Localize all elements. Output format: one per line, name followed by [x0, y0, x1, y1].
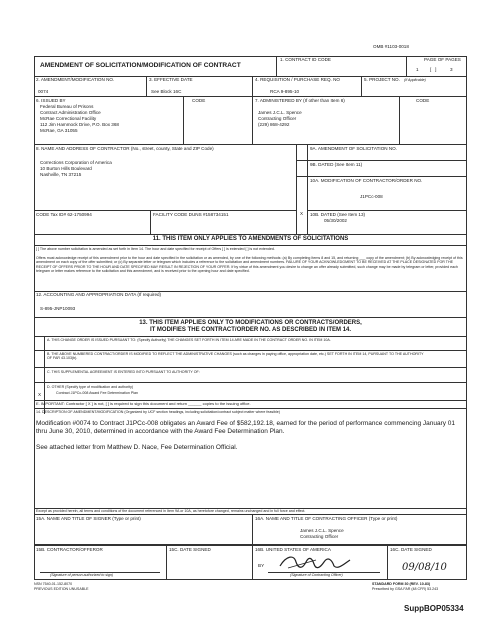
contracting-officer-title: Contracting Officer — [300, 534, 339, 539]
amendment-number: 0074 — [38, 89, 49, 94]
omb-number: OMB #1103-0018 — [373, 44, 409, 49]
requisition-number: RCA 9-895-10 — [270, 89, 300, 94]
box8-label: 8. NAME AND ADDRESS OF CONTRACTOR (No., street, county, State and ZIP Code) — [36, 146, 214, 151]
issuer-line: McRae, GA 31055 — [40, 128, 78, 133]
contracting-officer-name: James J.C.L. Spence — [300, 528, 344, 533]
issuer-line: Federal Bureau of Prisons — [40, 104, 94, 109]
footer-nsn: NSN 7540-01-152-8070 — [34, 582, 73, 586]
box10-x-mark: X — [300, 211, 304, 216]
by-label: BY — [258, 563, 265, 568]
administrator-line: James J.C.L. Spence — [258, 110, 302, 115]
box16c-label: 16C. DATE SIGNED — [390, 547, 432, 552]
footer-prescribed: Prescribed by GSA FAR (48 CFR) 53.243 — [372, 587, 439, 591]
facility-code: FACILITY CODE DUNS #158734151 — [153, 212, 229, 217]
page-number: 1 — [416, 67, 419, 72]
modification-description: Modification #0074 to Contract J1PCc-008 obligates an Award Fee of $582,192.18, earned for the period of performance commencing January 01 thru June 30, 2010, determined in accordance with the Award Fee Determination Plan. — [36, 420, 456, 435]
box3-label: 3. EFFECTIVE DATE — [149, 77, 193, 82]
page-of-pages-label: PAGE OF PAGES — [424, 57, 461, 62]
modification-contract-number: J1PCc-008 — [360, 194, 383, 199]
box16a-label: 16A. NAME AND TITLE OF CONTRACTING OFFICER (Type or print) — [255, 516, 398, 521]
box5-label: 5. PROJECT NO. — [364, 77, 400, 82]
issuer-line: Contract Administration Office — [40, 110, 101, 115]
issuer-line: 112 Jim Hammock Drive, P.O. Box 368 — [40, 122, 119, 127]
section13-title-2: IT MODIFIES THE CONTRACT/ORDER NO. AS DESCRIBED IN ITEM 14. — [149, 327, 352, 333]
administrator-line: (229) 868-4292 — [258, 122, 290, 127]
footer-form-number: STANDARD FORM 30 (REV. 10-83) — [372, 582, 431, 586]
box12-label: 12. ACCOUNTING AND APPROPRIATION DATA (If required) — [36, 292, 162, 297]
box6-code-label: CODE — [192, 98, 206, 103]
section13-option-d: D. OTHER (Specify type of modification and authority) — [47, 385, 134, 389]
box15a-label: 15A. NAME AND TITLE OF SIGNER (Type or print) — [36, 516, 141, 521]
total-pages: 3 — [450, 67, 453, 72]
form-title: AMENDMENT OF SOLICITATION/MODIFICATION OF CONTRACT — [40, 62, 241, 69]
box15b-label: 15B. CONTRACTOR/OFFEROR — [36, 547, 103, 552]
administrator-line: Contracting Officer — [258, 116, 297, 121]
box5-hint: (If Applicable) — [404, 78, 426, 82]
box9a-label: 9A. AMENDMENT OF SOLICITATION NO. — [310, 146, 398, 151]
box4-label: 4. REQUISITION / PURCHASE REQ. NO — [255, 77, 340, 82]
except-clause: Except as provided herein, all terms and conditions of the document referenced in Item 9A or 10A, as heretofore changed, remains unchanged and in full force and effect. — [36, 509, 306, 513]
box2-label: 2. AMENDMENT/MODIFICATION NO. — [36, 77, 115, 82]
tax-id: CODE Tax ID# 62-1750994 — [36, 212, 92, 217]
section13-option-d-detail: Contract J1PCc-008 Award Fee Determination Plan — [56, 391, 139, 395]
contractor-line: 10 Burton Hills Boulevard — [40, 166, 92, 171]
box6-label: 6. ISSUED BY — [36, 98, 66, 103]
section13-option-b: B. THE ABOVE NUMBERED CONTRACT/ORDER IS MODIFIED TO REFLECT THE ADMINISTRATIVE CHANGES (such as changes in paying office, appropriation date, etc.) SET FORTH IN ITEM 14, PURSUANT TO THE AUTHORITY OF FAR 43.103(b). — [47, 352, 424, 361]
box7-label: 7. ADMINISTERED BY (If other than Item 6) — [255, 98, 345, 103]
box10a-label: 10A. MODIFICATION OF CONTRACTOR/ORDER NO. — [310, 178, 423, 183]
form-frame — [34, 56, 467, 545]
issuer-line: McRae Correctional Facility — [40, 116, 97, 121]
section11-line1: [ ] The above number solicitation is amended as set forth in Item 14. The hour and date specified for receipt of Offers [ ] is extended [ ] is not extended. — [36, 247, 275, 251]
accounting-data: S-895-JNP10093 — [40, 306, 76, 311]
section13-title-1: 13. THIS ITEM APPLIES ONLY TO MODIFICATIONS OR CONTRACTS/ORDERS, — [139, 320, 362, 326]
section13-option-c: C. THIS SUPPLEMENTAL AGREEMENT IS ENTERED INTO PURSUANT TO AUTHORITY OF: — [47, 370, 200, 374]
footer-edition: PREVIOUS EDITION UNUSABLE — [34, 587, 89, 591]
contracting-officer-signature — [276, 550, 356, 574]
effective-date: See Block 16C — [151, 89, 182, 94]
box9b-label: 9B. DATED (See Item 11) — [310, 162, 363, 167]
contractor-signature-hint: (Signature of person authorized to sign) — [50, 573, 114, 577]
contractor-line: Corrections Corporation of America — [40, 160, 112, 165]
important-notice: E. IMPORTANT: Contractor [ X ] is not, [ ] is required to sign this document and return ______ copies to the issuing office. — [36, 401, 251, 406]
section13-option-a: A. THIS CHANGE ORDER IS ISSUED PURSUANT TO: (Specify Authority) THE CHANGES SET FORTH IN ITEM 14 ARE MADE IN THE CONTRACT ORDER NO. IN ITEM 10A. — [47, 338, 331, 342]
option-d-x-mark: X — [38, 392, 42, 397]
section11-paragraph: Offers must acknowledge receipt of this amendment prior to the hour and date specified in the solicitation or as amended, by one of the following methods: (a) By completing Items 8 and 15, and returning ___ copy of the amendment; (b) By acknowledging receipt of this amendment on each copy of the offer submitted; or (c) By separate letter or telegram which includes a reference to the solicitation and amendment numbers. FAILURE OF YOUR ACKNOWLEDGMENT TO BE RECEIVED AT THE PLACE DESIGNATED FOR THE RECEIPT OF OFFERS PRIOR TO THE HOUR AND DATE SPECIFIED MAY RESULT IN REJECTION OF YOUR OFFER. If by virtue of this amendment you desire to change an offer already submitted, such change may be made by telegram or letter, provided each telegram or letter makes reference to the solicitation and this amendment, and is received prior to the opening hour and date specified. — [36, 256, 463, 273]
signed-date: 09/08/10 — [402, 562, 447, 573]
attached-letter-note: See attached letter from Matthew D. Nace, Fee Determination Official. — [36, 444, 238, 451]
box14-label: 14. DESCRIPTION OF AMENDMENT/MODIFICATION (Organized by UCF section headings, including solicitation/contract subject matter where feasible) — [36, 410, 280, 414]
bates-number: SuppBOP05334 — [404, 604, 464, 613]
co-signature-hint: (Signature of Contracting Officer) — [290, 573, 343, 577]
modification-date: 05/30/2002 — [324, 218, 347, 223]
box10b-label: 10B. DATED (See Item 13) — [310, 212, 366, 217]
box15c-label: 15C. DATE SIGNED — [169, 547, 211, 552]
box16b-label: 16B. UNITED STATES OF AMERICA — [255, 547, 331, 552]
section11-title: 11. THIS ITEM ONLY APPLIES TO AMENDMENTS OF SOLICITATIONS — [152, 236, 349, 242]
contractor-line: Nashville, TN 37215 — [40, 172, 82, 177]
box7-code-label: CODE — [416, 98, 430, 103]
contract-id-label: 1. CONTRACT ID CODE — [280, 57, 331, 62]
